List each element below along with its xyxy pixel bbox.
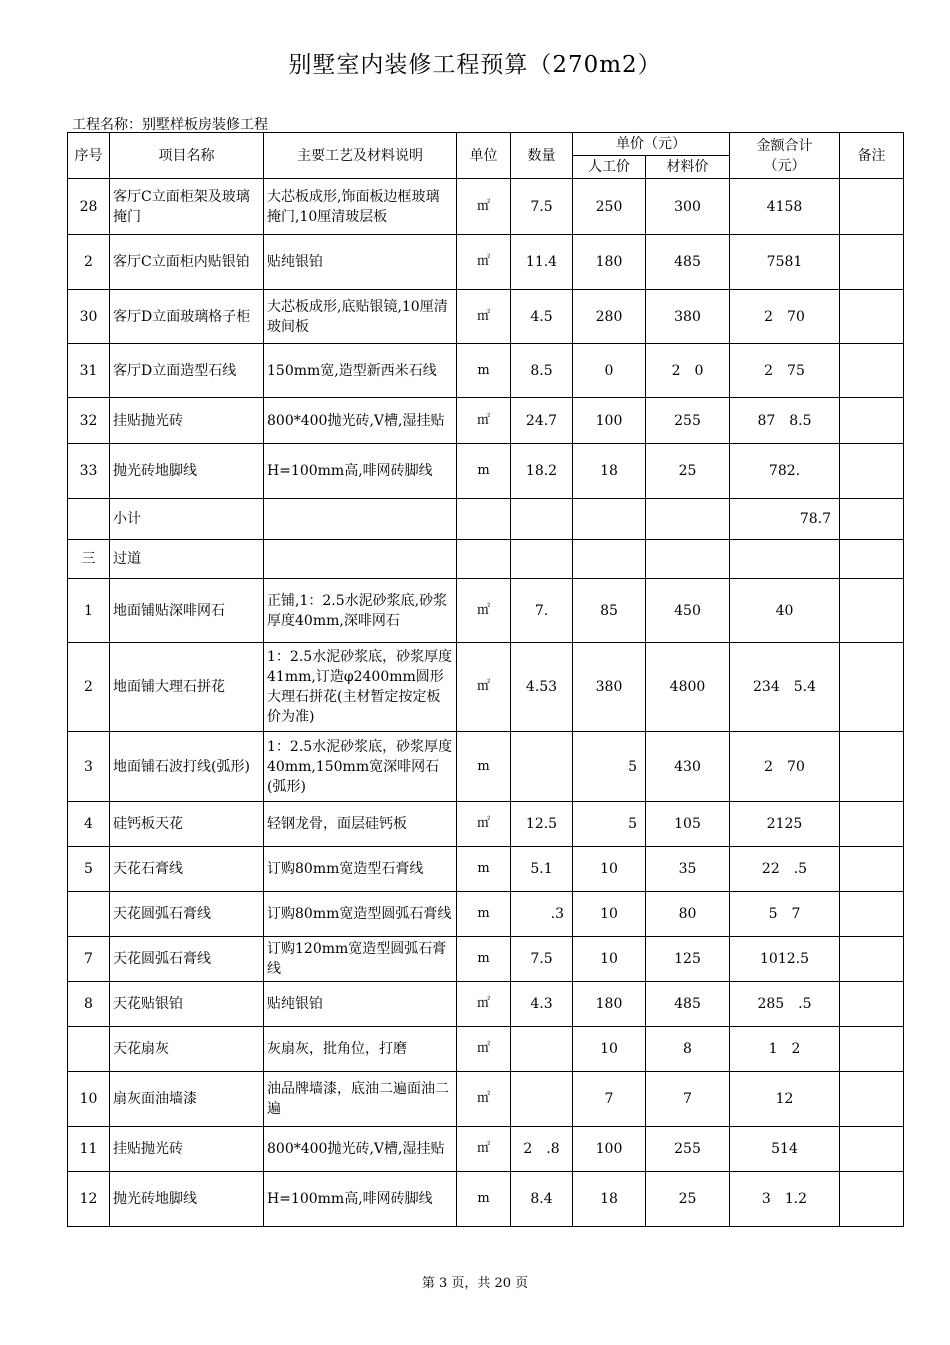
cell-unit: ㎡	[457, 1127, 511, 1172]
cell-item: 过道	[110, 540, 264, 579]
cell-note	[840, 643, 904, 732]
cell-desc: 贴纯银铂	[264, 235, 457, 290]
cell-desc: 150mm宽,造型新西米石线	[264, 344, 457, 398]
cell-item: 客厅C立面柜内贴银铂	[110, 235, 264, 290]
cell-desc: 灰扇灰，批角位，打磨	[264, 1027, 457, 1072]
cell-note	[840, 732, 904, 802]
cell-desc: 1：2.5水泥砂浆底，砂浆厚度40mm,150mm宽深啡网石(弧形)	[264, 732, 457, 802]
cell-seq: 8	[68, 982, 110, 1027]
cell-qty: .3	[511, 892, 573, 937]
cell-seq: 11	[68, 1127, 110, 1172]
cell-desc: H=100mm高,啡网砖脚线	[264, 444, 457, 499]
table-row	[68, 847, 904, 892]
cell-labor: 10	[573, 892, 646, 937]
cell-labor: 280	[573, 290, 646, 344]
cell-seq	[68, 892, 110, 937]
header-material: 材料价	[646, 156, 730, 179]
cell-total: 2 70	[730, 732, 840, 802]
cell-total: 7581	[730, 235, 840, 290]
cell-unit: ㎡	[457, 579, 511, 643]
header-total: 金额合计（元）	[730, 133, 840, 179]
cell-unit: m	[457, 444, 511, 499]
cell-note	[840, 235, 904, 290]
table-row	[68, 290, 904, 344]
cell-unit: ㎡	[457, 179, 511, 235]
cell-unit: m	[457, 937, 511, 982]
cell-seq	[68, 499, 110, 540]
cell-unit: ㎡	[457, 1027, 511, 1072]
cell-material: 25	[646, 444, 730, 499]
cell-item: 抛光砖地脚线	[110, 444, 264, 499]
header-seq: 序号	[68, 133, 110, 179]
cell-seq: 5	[68, 847, 110, 892]
cell-total: 12	[730, 1072, 840, 1127]
cell-material: 8	[646, 1027, 730, 1072]
cell-note	[840, 1172, 904, 1227]
cell-desc: 订购120mm宽造型圆弧石膏线	[264, 937, 457, 982]
cell-item: 挂贴抛光砖	[110, 1127, 264, 1172]
cell-qty: 24.7	[511, 398, 573, 444]
cell-qty: 18.2	[511, 444, 573, 499]
cell-qty: 8.5	[511, 344, 573, 398]
cell-qty: 4.5	[511, 290, 573, 344]
header-desc: 主要工艺及材料说明	[264, 133, 457, 179]
cell-desc	[264, 540, 457, 579]
cell-total: 1 2	[730, 1027, 840, 1072]
cell-total: 22 .5	[730, 847, 840, 892]
header-item: 项目名称	[110, 133, 264, 179]
cell-unit: ㎡	[457, 290, 511, 344]
cell-unit: ㎡	[457, 1072, 511, 1127]
table-row	[68, 892, 904, 937]
table-row	[68, 937, 904, 982]
cell-seq: 28	[68, 179, 110, 235]
cell-total: 3 1.2	[730, 1172, 840, 1227]
cell-qty	[511, 499, 573, 540]
cell-labor: 10	[573, 937, 646, 982]
cell-note	[840, 937, 904, 982]
cell-item: 硅钙板天花	[110, 802, 264, 847]
cell-desc: 大芯板成形,底贴银镜,10厘清玻间板	[264, 290, 457, 344]
cell-total: 78.7	[730, 499, 840, 540]
page-footer: 第 3 页，共 20 页	[421, 1276, 529, 1291]
cell-note	[840, 398, 904, 444]
cell-total: 782.	[730, 444, 840, 499]
cell-total: 2 75	[730, 344, 840, 398]
cell-note	[840, 1027, 904, 1072]
header-unit: 单位	[457, 133, 511, 179]
cell-labor: 5	[573, 802, 646, 847]
cell-note	[840, 444, 904, 499]
cell-seq: 12	[68, 1172, 110, 1227]
cell-desc: 800*400抛光砖,V槽,湿挂贴	[264, 398, 457, 444]
cell-labor: 0	[573, 344, 646, 398]
cell-labor: 18	[573, 444, 646, 499]
cell-material: 2 0	[646, 344, 730, 398]
table-row	[68, 398, 904, 444]
cell-desc	[264, 499, 457, 540]
project-name: 工程名称：别墅样板房装修工程	[72, 117, 268, 133]
cell-item: 地面铺石波打线(弧形)	[110, 732, 264, 802]
cell-labor: 100	[573, 1127, 646, 1172]
cell-qty: 4.3	[511, 982, 573, 1027]
cell-qty: 8.4	[511, 1172, 573, 1227]
cell-desc: H=100mm高,啡网砖脚线	[264, 1172, 457, 1227]
cell-note	[840, 290, 904, 344]
cell-desc: 订购80mm宽造型石膏线	[264, 847, 457, 892]
cell-material: 450	[646, 579, 730, 643]
cell-note	[840, 802, 904, 847]
cell-total: 514	[730, 1127, 840, 1172]
cell-desc: 正铺,1：2.5水泥砂浆底,砂浆厚度40mm,深啡网石	[264, 579, 457, 643]
cell-item: 天花石膏线	[110, 847, 264, 892]
cell-qty	[511, 732, 573, 802]
cell-item: 地面铺贴深啡网石	[110, 579, 264, 643]
header-qty: 数量	[511, 133, 573, 179]
table-row	[68, 802, 904, 847]
cell-desc: 1：2.5水泥砂浆底，砂浆厚度41mm,订造φ2400mm圆形大理石拼花(主材暂定按定板价为准)	[264, 643, 457, 732]
cell-material: 485	[646, 235, 730, 290]
budget-table	[67, 132, 904, 1227]
cell-unit: m	[457, 344, 511, 398]
cell-labor: 7	[573, 1072, 646, 1127]
cell-unit: ㎡	[457, 235, 511, 290]
table-row	[68, 499, 904, 540]
table-row	[68, 732, 904, 802]
cell-unit: m	[457, 847, 511, 892]
cell-unit: ㎡	[457, 802, 511, 847]
cell-item: 天花扇灰	[110, 1027, 264, 1072]
cell-qty: 11.4	[511, 235, 573, 290]
cell-item: 客厅D立面造型石线	[110, 344, 264, 398]
cell-item: 小计	[110, 499, 264, 540]
table-row	[68, 1072, 904, 1127]
cell-qty	[511, 540, 573, 579]
cell-labor: 10	[573, 1027, 646, 1072]
cell-seq: 2	[68, 235, 110, 290]
cell-qty	[511, 1027, 573, 1072]
cell-labor: 100	[573, 398, 646, 444]
cell-labor: 10	[573, 847, 646, 892]
cell-material: 255	[646, 1127, 730, 1172]
cell-material: 255	[646, 398, 730, 444]
cell-unit: ㎡	[457, 643, 511, 732]
cell-material: 105	[646, 802, 730, 847]
cell-total	[730, 540, 840, 579]
cell-material: 35	[646, 847, 730, 892]
cell-note	[840, 1072, 904, 1127]
cell-total: 1012.5	[730, 937, 840, 982]
cell-material: 380	[646, 290, 730, 344]
cell-item: 抛光砖地脚线	[110, 1172, 264, 1227]
cell-seq: 3	[68, 732, 110, 802]
cell-desc: 800*400抛光砖,V槽,湿挂贴	[264, 1127, 457, 1172]
cell-seq: 2	[68, 643, 110, 732]
cell-qty: 5.1	[511, 847, 573, 892]
table-row	[68, 1172, 904, 1227]
cell-item: 天花圆弧石膏线	[110, 892, 264, 937]
cell-seq: 7	[68, 937, 110, 982]
cell-qty: 4.53	[511, 643, 573, 732]
cell-qty: 2 .8	[511, 1127, 573, 1172]
cell-total: 4158	[730, 179, 840, 235]
cell-material: 25	[646, 1172, 730, 1227]
cell-qty: 7.5	[511, 179, 573, 235]
cell-qty: 12.5	[511, 802, 573, 847]
table-row	[68, 344, 904, 398]
table-row	[68, 982, 904, 1027]
cell-item: 挂贴抛光砖	[110, 398, 264, 444]
cell-note	[840, 344, 904, 398]
cell-labor: 5	[573, 732, 646, 802]
cell-seq: 三	[68, 540, 110, 579]
table-row	[68, 540, 904, 579]
cell-seq: 1	[68, 579, 110, 643]
cell-seq: 4	[68, 802, 110, 847]
cell-seq	[68, 1027, 110, 1072]
cell-total: 2 70	[730, 290, 840, 344]
table-row	[68, 1027, 904, 1072]
table-row	[68, 235, 904, 290]
cell-desc: 油品牌墙漆，底油二遍面油二遍	[264, 1072, 457, 1127]
cell-qty	[511, 1072, 573, 1127]
cell-note	[840, 499, 904, 540]
cell-material	[646, 499, 730, 540]
table-row	[68, 444, 904, 499]
cell-item: 地面铺大理石拼花	[110, 643, 264, 732]
table-row	[68, 643, 904, 732]
cell-material: 4800	[646, 643, 730, 732]
cell-labor: 380	[573, 643, 646, 732]
cell-labor: 180	[573, 235, 646, 290]
cell-desc: 订购80mm宽造型圆弧石膏线	[264, 892, 457, 937]
cell-labor: 250	[573, 179, 646, 235]
cell-total: 2125	[730, 802, 840, 847]
cell-unit: ㎡	[457, 982, 511, 1027]
cell-qty: 7.5	[511, 937, 573, 982]
cell-labor	[573, 499, 646, 540]
header-unit-price: 单价（元）	[573, 133, 730, 156]
cell-seq: 10	[68, 1072, 110, 1127]
cell-note	[840, 847, 904, 892]
cell-note	[840, 1127, 904, 1172]
cell-item: 天花贴银铂	[110, 982, 264, 1027]
cell-seq: 30	[68, 290, 110, 344]
cell-labor	[573, 540, 646, 579]
cell-item: 扇灰面油墙漆	[110, 1072, 264, 1127]
cell-unit: m	[457, 732, 511, 802]
cell-note	[840, 892, 904, 937]
cell-item: 客厅C立面柜架及玻璃掩门	[110, 179, 264, 235]
cell-material: 7	[646, 1072, 730, 1127]
header-labor: 人工价	[573, 156, 646, 179]
cell-item: 客厅D立面玻璃格子柜	[110, 290, 264, 344]
cell-desc: 贴纯银铂	[264, 982, 457, 1027]
cell-unit	[457, 540, 511, 579]
cell-desc: 轻钢龙骨，面层硅钙板	[264, 802, 457, 847]
cell-labor: 180	[573, 982, 646, 1027]
cell-total: 5 7	[730, 892, 840, 937]
cell-labor: 18	[573, 1172, 646, 1227]
cell-material: 80	[646, 892, 730, 937]
cell-unit: m	[457, 1172, 511, 1227]
page-title: 别墅室内装修工程预算（270m2）	[288, 52, 662, 78]
cell-material: 430	[646, 732, 730, 802]
cell-labor: 85	[573, 579, 646, 643]
cell-total: 40	[730, 579, 840, 643]
cell-material: 485	[646, 982, 730, 1027]
cell-item: 天花圆弧石膏线	[110, 937, 264, 982]
cell-desc: 大芯板成形,饰面板边框玻璃掩门,10厘清玻层板	[264, 179, 457, 235]
cell-note	[840, 179, 904, 235]
table-row	[68, 179, 904, 235]
table-row	[68, 1127, 904, 1172]
cell-seq: 32	[68, 398, 110, 444]
cell-total: 285 .5	[730, 982, 840, 1027]
cell-material: 300	[646, 179, 730, 235]
cell-seq: 31	[68, 344, 110, 398]
cell-unit: ㎡	[457, 398, 511, 444]
cell-unit	[457, 499, 511, 540]
cell-total: 87 8.5	[730, 398, 840, 444]
cell-material	[646, 540, 730, 579]
cell-unit: m	[457, 892, 511, 937]
cell-note	[840, 540, 904, 579]
cell-material: 125	[646, 937, 730, 982]
cell-qty: 7.	[511, 579, 573, 643]
cell-note	[840, 982, 904, 1027]
cell-total: 234 5.4	[730, 643, 840, 732]
table-row	[68, 579, 904, 643]
cell-seq: 33	[68, 444, 110, 499]
header-note: 备注	[840, 133, 904, 179]
cell-note	[840, 579, 904, 643]
